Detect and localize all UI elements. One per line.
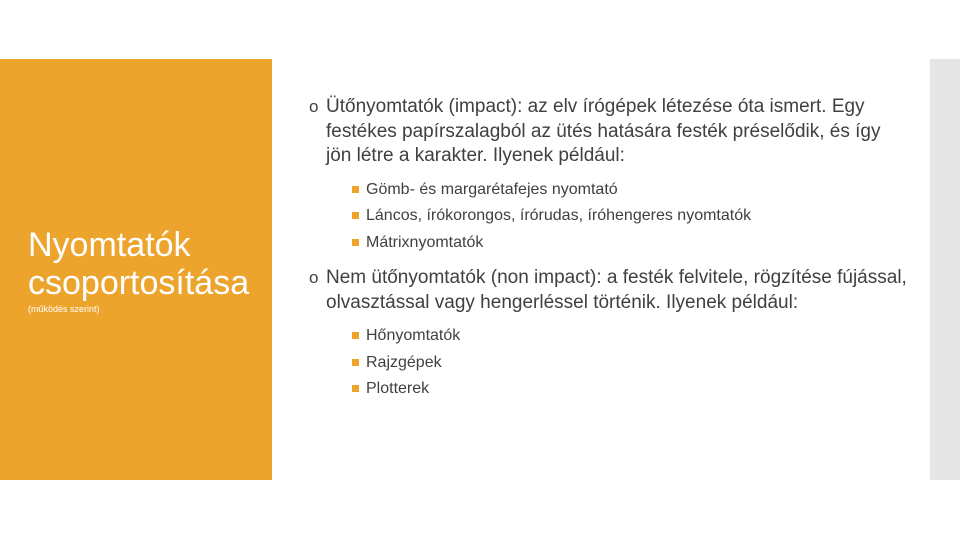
list-item-text: Mátrixnyomtatók <box>366 233 484 251</box>
sub-list-impact <box>309 177 909 257</box>
slide-content <box>309 95 909 413</box>
list-item <box>309 203 909 230</box>
square-bullet-icon <box>352 359 359 366</box>
square-bullet-icon <box>352 212 359 219</box>
list-item-text: Gömb- és margarétafejes nyomtató <box>366 180 618 198</box>
list-item <box>309 177 909 204</box>
side-bar <box>930 59 960 480</box>
bullet-impact <box>309 95 909 169</box>
circle-bullet-icon: o <box>309 97 319 116</box>
list-item-text: Láncos, írókorongos, írórudas, íróhengeres nyomtatók <box>366 207 752 224</box>
square-bullet-icon <box>352 385 359 392</box>
bullet-non-impact <box>309 266 909 315</box>
slide-subtitle: (működés szerint) <box>28 304 100 314</box>
list-item <box>309 230 909 257</box>
circle-bullet-icon: o <box>309 268 319 287</box>
list-item-text: Rajzgépek <box>366 353 442 371</box>
sub-list-non-impact <box>309 323 909 403</box>
square-bullet-icon <box>352 332 359 339</box>
list-item <box>309 376 909 403</box>
bullet-text: Ütőnyomtatók (impact): az elv írógépek létezése óta ismert. Egy festékes papírszalagból az ütés hatására festék préselődik, és így jön létre a karakter. Ilyenek például: <box>326 96 881 166</box>
list-item-text: Plotterek <box>366 380 430 397</box>
list-item <box>309 323 909 350</box>
list-item <box>309 350 909 377</box>
bullet-text: Nem ütőnyomtatók (non impact): a festék felvitele, rögzítése fújással, olvasztással vagy hengerléssel történik. Ilyenek például: <box>326 267 907 313</box>
list-item-text: Hőnyomtatók <box>366 327 461 344</box>
square-bullet-icon <box>352 186 359 193</box>
slide-title: Nyomtatók csoportosítása <box>28 226 250 302</box>
square-bullet-icon <box>352 239 359 246</box>
